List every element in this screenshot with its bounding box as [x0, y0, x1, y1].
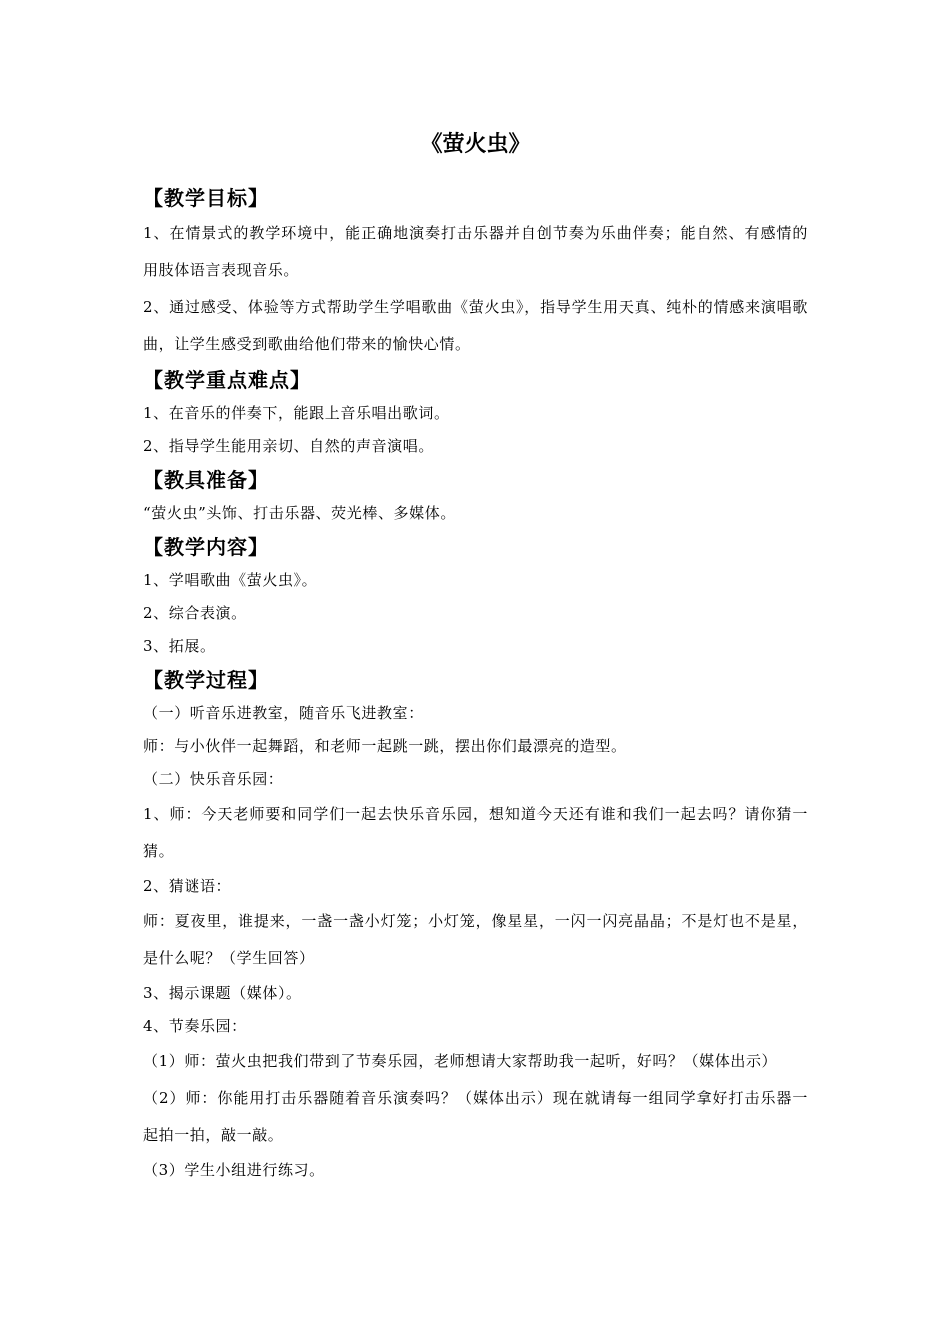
section-heading: 【教具准备】	[143, 468, 269, 492]
paragraph: 1、师：今天老师要和同学们一起去快乐音乐园，想知道今天还有谁和我们一起去吗？请你猜一猜。	[143, 805, 808, 860]
paragraph: 1、在音乐的伴奏下，能跟上音乐唱出歌词。	[143, 404, 450, 422]
paragraph: 1、学唱歌曲《萤火虫》。	[143, 571, 318, 589]
paragraph: 1、在情景式的教学环境中，能正确地演奏打击乐器并自创节奏为乐曲伴奏；能自然、有感情的用肢体语言表现音乐。	[143, 224, 808, 279]
paragraph: 3、揭示课题（媒体）。	[143, 984, 302, 1002]
paragraph: “萤火虫”头饰、打击乐器、荧光棒、多媒体。	[143, 504, 456, 522]
paragraph: （1）师：萤火虫把我们带到了节奏乐园，老师想请大家帮助我一起听，好吗？（媒体出示）	[143, 1052, 778, 1070]
paragraph: 师：与小伙伴一起舞蹈，和老师一起跳一跳，摆出你们最漂亮的造型。	[143, 737, 627, 755]
section-heading: 【教学重点难点】	[143, 368, 311, 392]
paragraph: （2）师：你能用打击乐器随着音乐演奏吗？（媒体出示）现在就请每一组同学拿好打击乐器一起拍一拍，敲一敲。	[143, 1089, 808, 1144]
page-title: 《萤火虫》	[420, 132, 531, 157]
paragraph: （一）听音乐进教室，随音乐飞进教室：	[143, 704, 424, 722]
section-process	[143, 663, 808, 1187]
paragraph: 2、指导学生能用亲切、自然的声音演唱。	[143, 437, 434, 455]
section-key-points	[143, 363, 808, 463]
section-heading: 【教学目标】	[143, 186, 269, 210]
section-heading: 【教学过程】	[143, 668, 269, 692]
section-heading: 【教学内容】	[143, 535, 269, 559]
paragraph: 2、通过感受、体验等方式帮助学生学唱歌曲《萤火虫》，指导学生用天真、纯朴的情感来演唱歌曲，让学生感受到歌曲给他们带来的愉快心情。	[143, 298, 808, 353]
paragraph: （3）学生小组进行练习。	[143, 1161, 325, 1179]
paragraph: 3、拓展。	[143, 637, 216, 655]
paragraph: （二）快乐音乐园：	[143, 770, 284, 788]
paragraph: 师：夏夜里，谁提来，一盏一盏小灯笼；小灯笼，像星星，一闪一闪亮晶晶；不是灯也不是星，是什么呢？（学生回答）	[143, 912, 808, 967]
paragraph: 2、猜谜语：	[143, 877, 232, 895]
paragraph: 4、节奏乐园：	[143, 1017, 247, 1035]
document-page	[143, 127, 808, 1187]
section-content	[143, 530, 808, 663]
section-teaching-goals	[143, 181, 808, 363]
section-materials	[143, 463, 808, 530]
paragraph: 2、综合表演。	[143, 604, 247, 622]
